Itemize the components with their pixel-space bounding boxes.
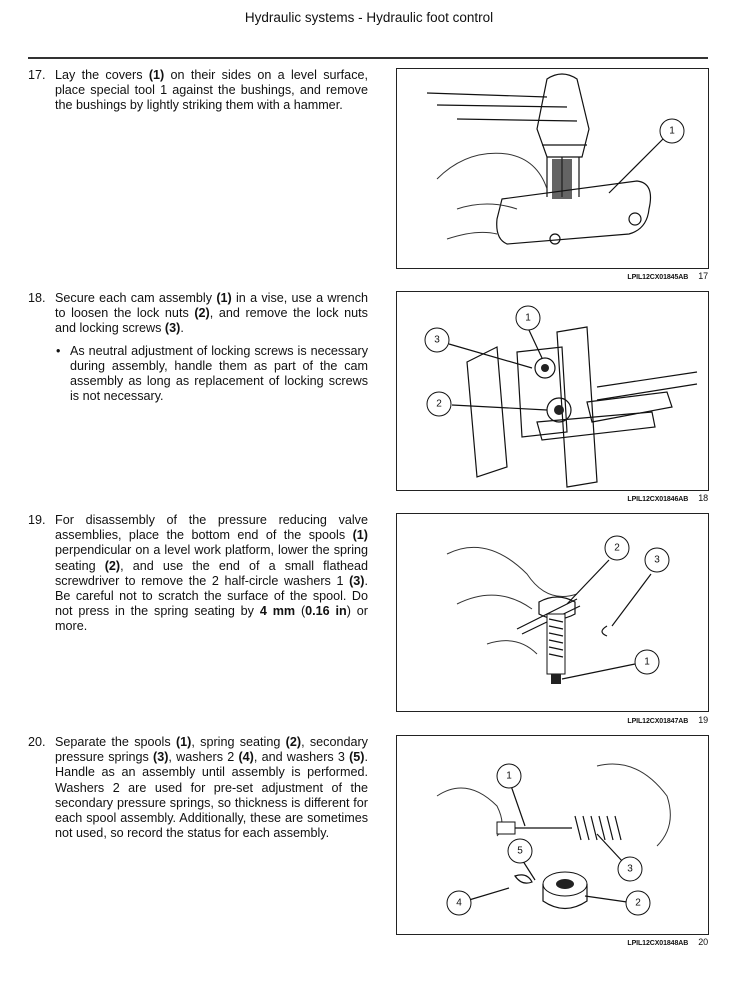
bold-reference: (1) [148, 68, 165, 82]
bold-reference: (1) [216, 291, 232, 305]
text-run: ( [295, 604, 306, 619]
svg-text:4: 4 [456, 897, 462, 909]
figure-number: 20 [698, 937, 708, 947]
step-number: 20. [28, 735, 46, 749]
step-number: 17. [28, 68, 46, 82]
callout-3 [425, 328, 449, 352]
callout-3 [618, 857, 642, 881]
bold-reference: (2) [104, 558, 121, 573]
figure-19-illustration [396, 513, 709, 712]
bold-reference: (5) [349, 750, 365, 765]
text-run: , and remove the lock nuts and locking screws [55, 306, 368, 336]
callout-3 [645, 548, 669, 572]
bold-reference: (1) [352, 528, 368, 543]
step-text [55, 68, 368, 114]
step-number: 19. [28, 513, 46, 527]
bullet-dot: • [56, 343, 61, 358]
header-rule [28, 57, 708, 59]
step-17 [28, 68, 368, 114]
callout-1 [635, 650, 659, 674]
text-run: , and use the end of a small flathead screwdriver to remove the 2 half-circle washers 1 [55, 558, 368, 588]
callout-2 [427, 392, 451, 416]
svg-text:1: 1 [506, 770, 512, 782]
bold-reference: (1) [175, 735, 192, 749]
text-run: , and washers 3 [253, 750, 350, 765]
figure-20-caption [560, 937, 708, 947]
figure-18-illustration [396, 291, 709, 491]
bold-reference: (3) [349, 573, 365, 588]
text-run: , spring seating [191, 735, 286, 749]
figure-code: LPIL12CX01847AB [627, 718, 689, 725]
text-run: Lay the covers [55, 68, 149, 82]
step-text [55, 291, 368, 337]
step-20 [28, 735, 368, 841]
text-run: Secure each cam assembly [55, 291, 217, 305]
step-number: 18. [28, 291, 46, 305]
text-run: , washers 2 [168, 750, 239, 765]
text-run: ) or more. [55, 604, 369, 634]
text-run: . Handle as an assembly until assembly is performed. Washers 2 are used for pre-set adjustment of the secondary pressure springs, so thickness is different for each spool assembly. Additionally, these are sometimes not used, so record the status for each assembly. [55, 750, 369, 841]
figure-code: LPIL12CX01848AB [627, 940, 689, 947]
figure-code: LPIL12CX01845AB [627, 274, 689, 281]
step-19 [28, 513, 368, 635]
svg-text:3: 3 [627, 863, 633, 875]
figure-20-illustration [396, 735, 709, 935]
svg-text:1: 1 [525, 312, 531, 324]
figure-number: 19 [698, 715, 708, 725]
bold-reference: 4 mm [259, 604, 296, 619]
figure-17-caption [560, 271, 708, 281]
figure-number: 17 [698, 271, 708, 281]
step-text [55, 513, 368, 635]
callout-1 [516, 306, 540, 330]
bold-reference: (4) [238, 750, 254, 765]
figure-18-caption [560, 493, 708, 503]
svg-text:2: 2 [635, 897, 641, 909]
bold-reference: (3) [164, 321, 181, 336]
page-header-title: Hydraulic systems - Hydraulic foot control [244, 10, 494, 25]
svg-text:1: 1 [669, 125, 675, 137]
step-text [55, 735, 368, 841]
bold-reference: (3) [153, 750, 169, 765]
figure-number: 18 [698, 493, 708, 503]
text-run: Separate the spools [55, 735, 176, 749]
svg-text:2: 2 [614, 542, 620, 554]
callout-5 [508, 839, 532, 863]
text-run: For disassembly of the pressure reducing valve assemblies, place the bottom end of the spools [55, 513, 368, 543]
svg-text:1: 1 [644, 656, 650, 668]
svg-text:2: 2 [436, 398, 442, 410]
svg-text:3: 3 [434, 334, 440, 346]
callout-1 [497, 764, 521, 788]
text-run: . Be careful not to scratch the surface of the spool. Do not press in the spring seating by [55, 573, 368, 619]
step-bullet [55, 344, 368, 405]
svg-text:5: 5 [517, 845, 523, 857]
figure-code: LPIL12CX01846AB [627, 496, 689, 503]
text-run: perpendicular on a level work platform, lower the spring seating [55, 543, 368, 573]
svg-text:3: 3 [654, 554, 660, 566]
text-run: . [180, 321, 184, 336]
callout-2 [626, 891, 650, 915]
callout-4 [447, 891, 471, 915]
bullet-text: As neutral adjustment of locking screws is necessary during assembly, handle them as part of the cam assembly as long as replacement of locking screws is not necessary. [70, 343, 368, 404]
bold-reference: (2) [285, 735, 302, 749]
text-run: in a vise, use a wrench to loosen the lock nuts [55, 291, 368, 321]
figure-17-illustration [396, 68, 709, 269]
bold-reference: (2) [194, 306, 210, 321]
callout-2 [605, 536, 629, 560]
figure-19-caption [560, 715, 708, 725]
bold-reference: 0.16 in [305, 604, 347, 619]
text-run: on their sides on a level surface, place special tool 1 against the bushings, and remove the bushings by lightly striking them with a hammer. [55, 68, 368, 113]
text-run: , secondary pressure springs [55, 735, 368, 765]
callout-1 [660, 119, 684, 143]
step-18 [28, 291, 368, 404]
